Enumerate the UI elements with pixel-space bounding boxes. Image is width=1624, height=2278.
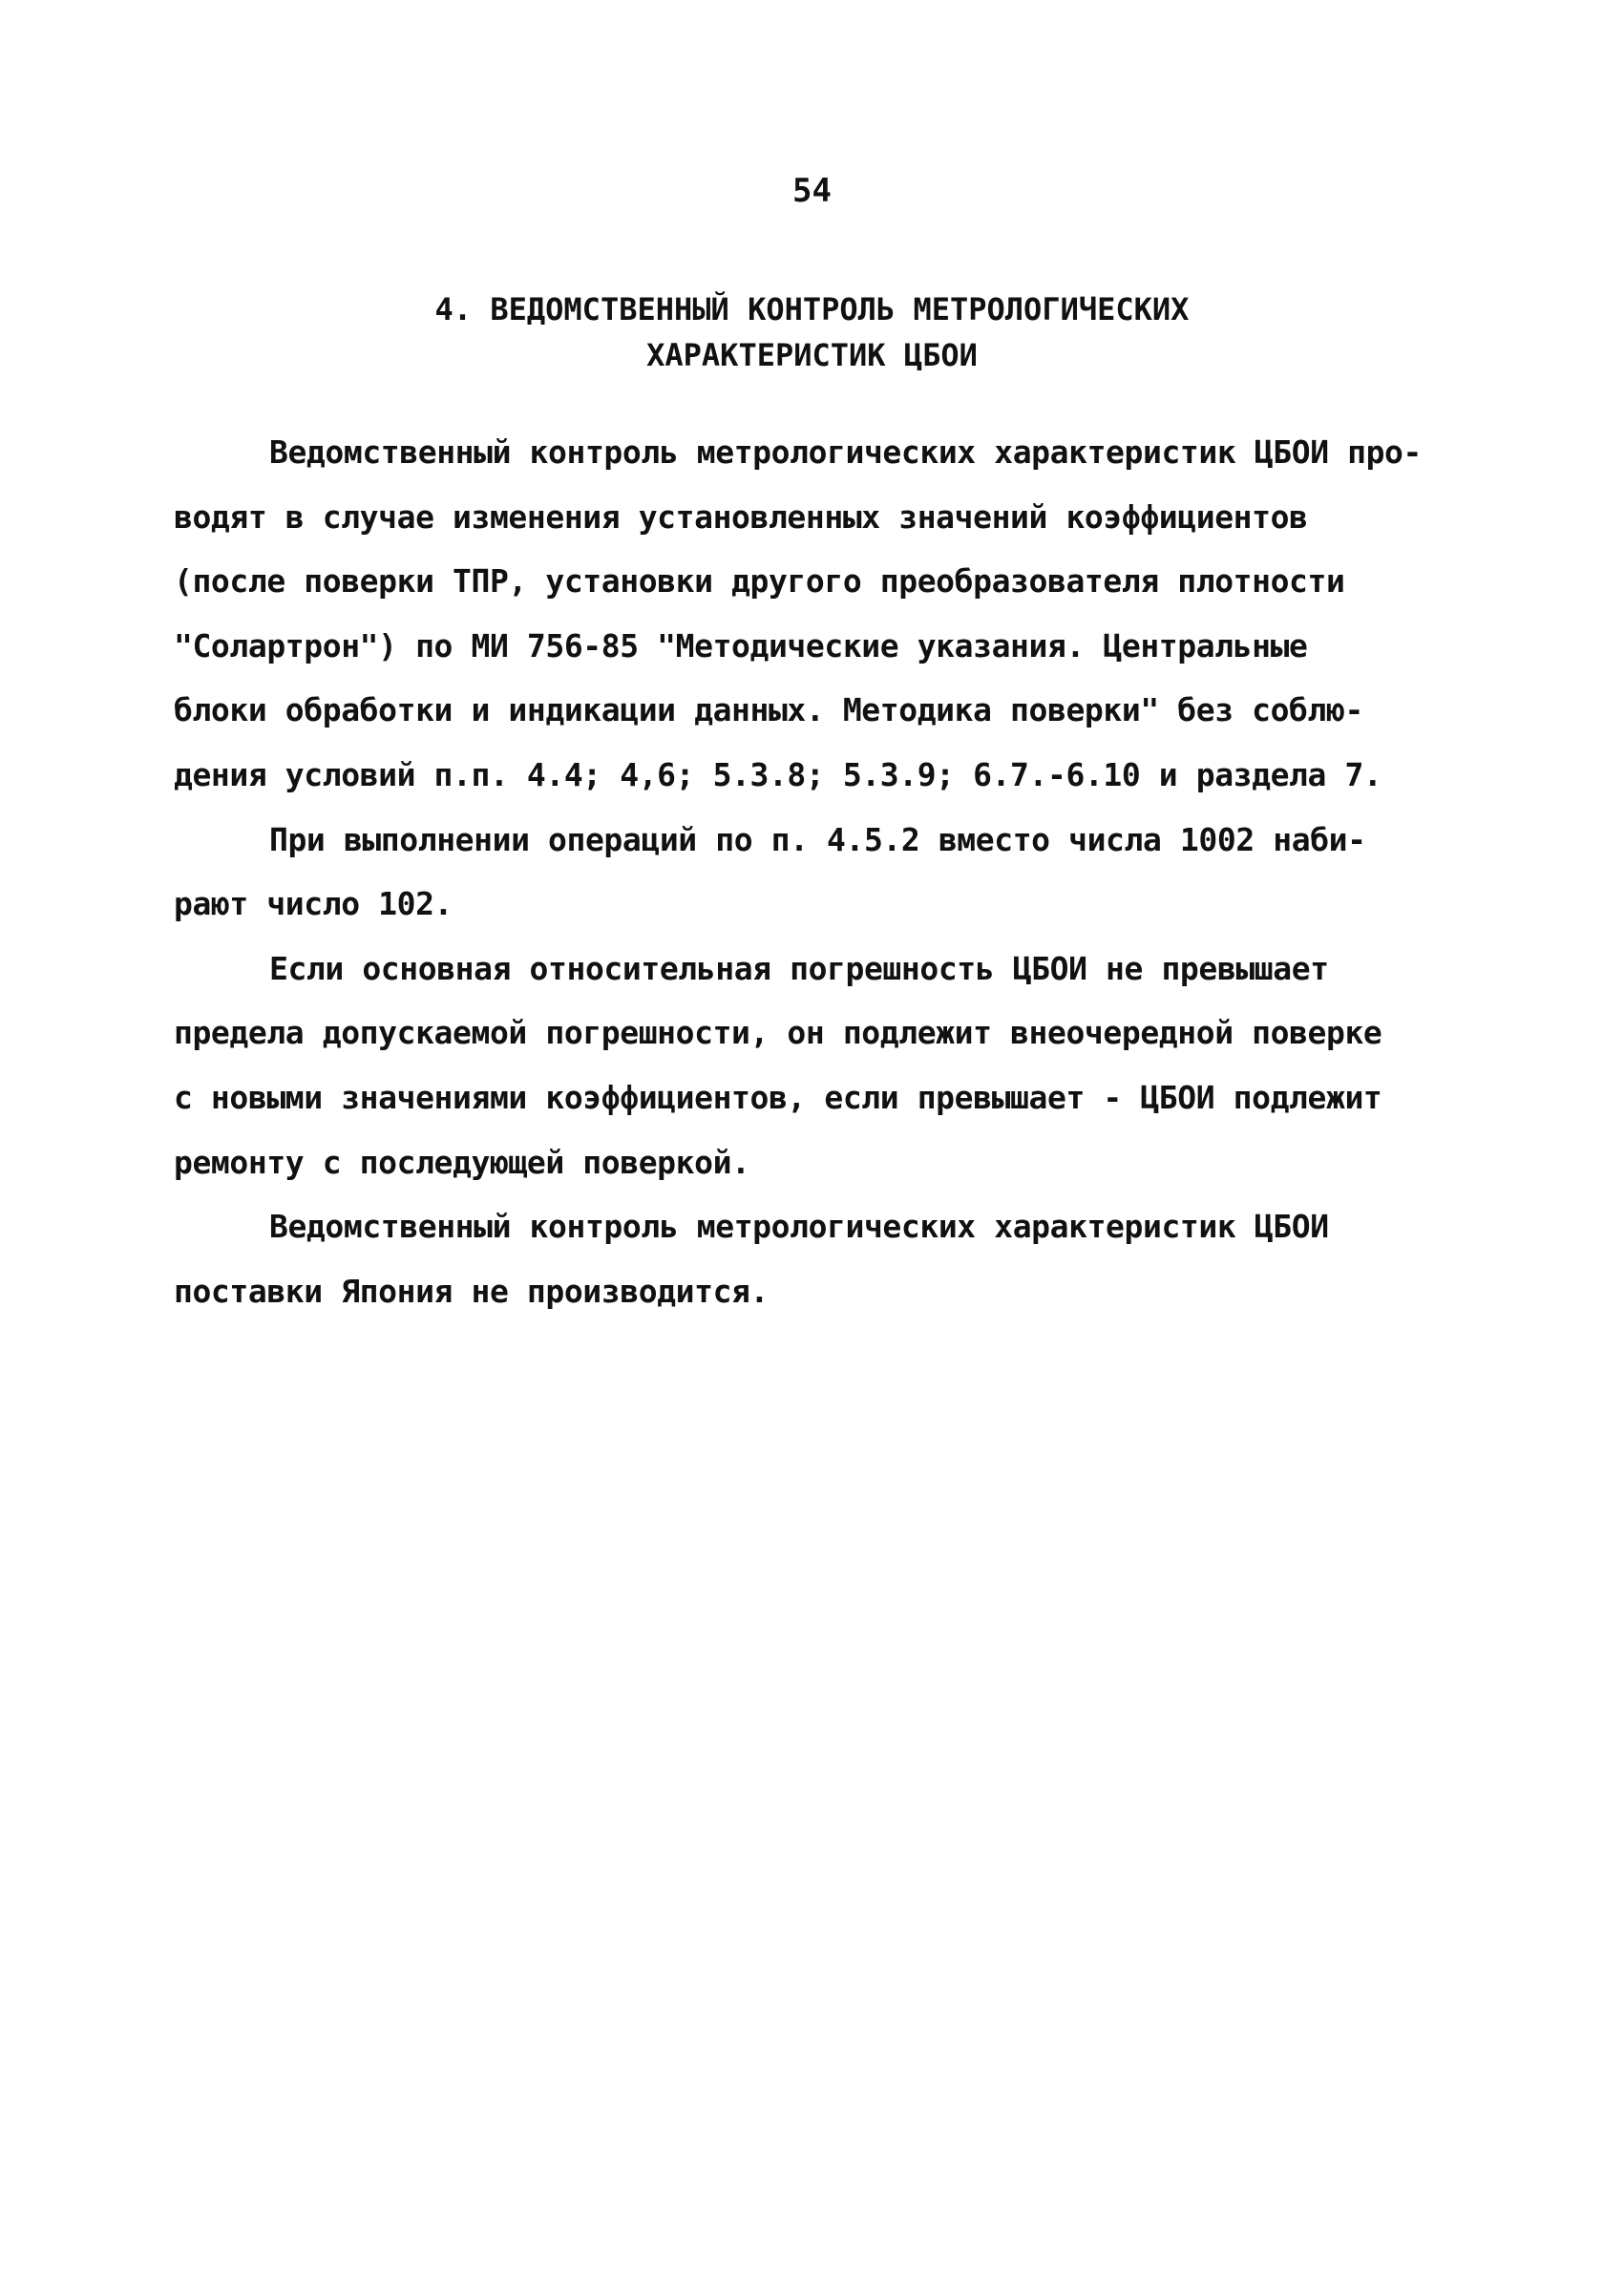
paragraph-2-line-1: При выполнении операций по п. 4.5.2 вместо числа 1002 наби- — [269, 820, 1366, 858]
paragraph-4-line-1: Ведомственный контроль метрологических характеристик ЦБОИ — [269, 1208, 1329, 1246]
page-number: 54 — [792, 172, 832, 210]
paragraph-3-line-3: с новыми значениями коэффициентов, если превышает - ЦБОИ подлежит — [174, 1078, 1382, 1116]
section-heading-line-1: 4. ВЕДОМСТВЕННЫЙ КОНТРОЛЬ МЕТРОЛОГИЧЕСКИХ — [434, 291, 1190, 327]
paragraph-1-line-4: "Солартрон") по МИ 756-85 "Методические указания. Центральные — [174, 626, 1308, 664]
paragraph-1-line-5: блоки обработки и индикации данных. Методика поверки" без соблю- — [174, 691, 1363, 729]
section-heading-line-2: ХАРАКТЕРИСТИК ЦБОИ — [646, 337, 978, 373]
paragraph-1-line-6: дения условий п.п. 4.4; 4,6; 5.3.8; 5.3.9; 6.7.-6.10 и раздела 7. — [174, 755, 1382, 793]
section-heading — [0, 286, 1624, 378]
body-text — [174, 420, 1444, 1323]
paragraph-3-line-1: Если основная относительная погрешность ЦБОИ не превышает — [269, 949, 1329, 987]
paragraph-4-line-2: поставки Япония не производится. — [174, 1272, 769, 1310]
paragraph-3-line-4: ремонту с последующей поверкой. — [174, 1143, 750, 1181]
paragraph-2-line-2: рают число 102. — [174, 885, 453, 923]
paragraph-1-line-3: (после поверки ТПР, установки другого преобразователя плотности — [174, 562, 1345, 601]
paragraph-1-line-1: Ведомственный контроль метрологических характеристик ЦБОИ про- — [269, 433, 1422, 471]
paragraph-1-line-2: водят в случае изменения установленных значений коэффициентов — [174, 497, 1308, 536]
paragraph-3-line-2: предела допускаемой погрешности, он подлежит внеочередной поверке — [174, 1014, 1382, 1052]
